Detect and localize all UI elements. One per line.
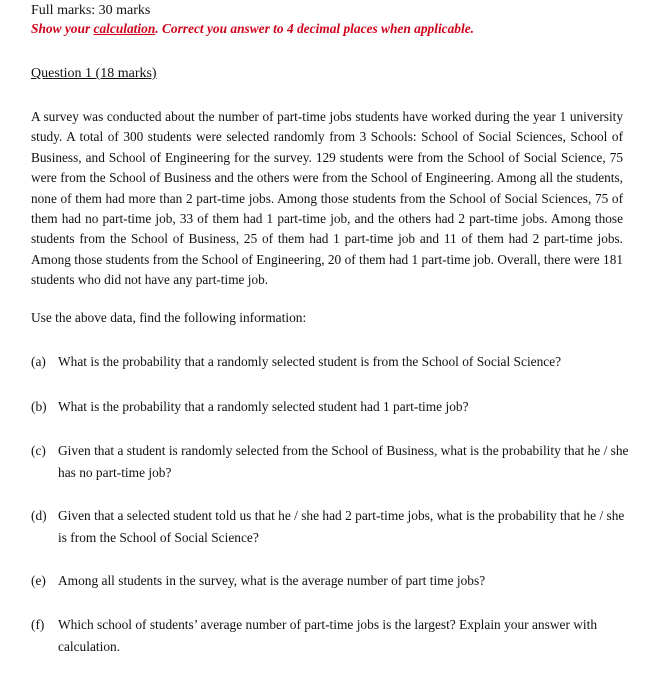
question-item-b bbox=[31, 396, 631, 418]
full-marks-text: Full marks: 30 marks bbox=[31, 3, 151, 18]
item-text: What is the probability that a randomly selected student had 1 part-time job? bbox=[58, 399, 469, 414]
instruction-underlined: calculation bbox=[93, 21, 156, 36]
instruction-text bbox=[31, 21, 474, 37]
item-label: (a) bbox=[31, 354, 46, 369]
instruction-pre: Show your bbox=[31, 21, 94, 36]
item-label: (d) bbox=[31, 508, 47, 523]
question-item-e bbox=[31, 570, 631, 592]
instruction-post: . Correct you answer to 4 decimal places when applicable. bbox=[155, 21, 475, 36]
question-item-c bbox=[31, 440, 631, 484]
item-label: (c) bbox=[31, 443, 46, 458]
item-text: Given that a selected student told us that he / she had 2 part-time jobs, what is the probability that he / she is from the School of Social Science? bbox=[58, 508, 625, 545]
item-text: Given that a student is randomly selected from the School of Business, what is the probability that he / she has no part-time job? bbox=[58, 443, 629, 480]
question-paragraph: A survey was conducted about the number of part-time jobs students have worked during the year 1 university study. A total of 300 students were selected randomly from 3 Schools: School of Social Sciences, School of Business, and School of Engineering for the survey. 129 students were from the School of Social Science, 75 were from the School of Business and the others were from the School of Engineering. Among all the students, none of them had more than 2 part-time jobs. Among those students from the School of Social Sciences, 75 of them had no part-time job, 33 of them had 1 part-time job, and the others had 2 part-time jobs. Among those students from the School of Business, 25 of them had 1 part-time job and 11 of them had 2 part-time jobs. Among those students from the School of Engineering, 20 of them had 1 part-time job. Overall, there were 181 students who did not have any part-time job. bbox=[31, 109, 623, 288]
item-label: (f) bbox=[31, 617, 45, 632]
question-item-f bbox=[31, 614, 631, 658]
item-text: What is the probability that a randomly selected student is from the School of Social Science? bbox=[58, 354, 562, 369]
item-label: (e) bbox=[31, 573, 46, 588]
item-label: (b) bbox=[31, 399, 47, 414]
question-instruction: Use the above data, find the following information: bbox=[31, 310, 307, 325]
item-text: Among all students in the survey, what is the average number of part time jobs? bbox=[58, 573, 486, 588]
item-text: Which school of students’ average number of part-time jobs is the largest? Explain your answer with calculation. bbox=[58, 617, 598, 654]
question-title: Question 1 (18 marks) bbox=[31, 66, 157, 81]
question-item-d bbox=[31, 505, 631, 549]
question-item-a bbox=[31, 351, 631, 373]
